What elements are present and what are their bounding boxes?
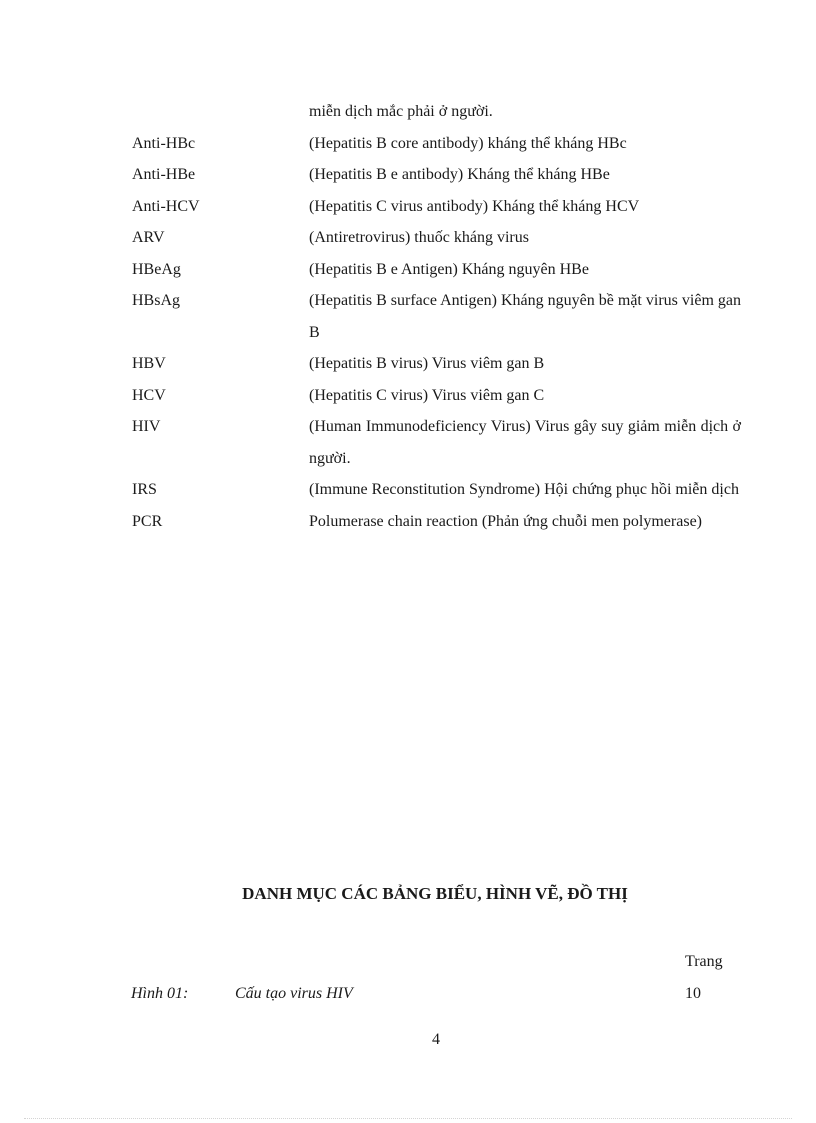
abbreviation-term: Anti-HCV bbox=[132, 197, 200, 215]
toc-heading: DANH MỤC CÁC BẢNG BIỂU, HÌNH VẼ, ĐỒ THỊ bbox=[242, 884, 628, 903]
abbreviation-term: HBeAg bbox=[132, 260, 181, 278]
abbreviation-definition: miễn dịch mắc phải ở người. bbox=[309, 103, 493, 120]
figure-title: Cấu tạo virus HIV bbox=[235, 985, 353, 1002]
abbreviation-definition: (Hepatitis B virus) Virus viêm gan B bbox=[309, 355, 545, 372]
abbreviation-row bbox=[0, 474, 816, 506]
abbreviation-definition: (Hepatitis C virus antibody) Kháng thể kháng HCV bbox=[309, 197, 640, 215]
abbreviation-definition: (Hepatitis B e Antigen) Kháng nguyên HBe bbox=[309, 260, 589, 278]
abbreviation-definition: (Human Immunodeficiency Virus) Virus gây suy giảm miễn dịch ở người. bbox=[309, 418, 741, 467]
abbreviation-definition: (Hepatitis B core antibody) kháng thể kháng HBc bbox=[309, 134, 627, 152]
abbreviation-term: HIV bbox=[132, 418, 161, 435]
abbreviation-term: HCV bbox=[132, 386, 166, 404]
abbreviation-row bbox=[0, 254, 816, 286]
abbreviation-term: HBV bbox=[132, 355, 166, 372]
abbreviation-term: ARV bbox=[132, 229, 165, 246]
abbreviation-row bbox=[0, 222, 816, 254]
abbreviation-term: Anti-HBc bbox=[132, 134, 196, 152]
abbreviation-row bbox=[0, 380, 816, 412]
figure-page-number: 10 bbox=[685, 985, 701, 1002]
abbreviation-row bbox=[0, 128, 816, 160]
abbreviation-term: IRS bbox=[132, 481, 157, 498]
abbreviation-term: Anti-HBe bbox=[132, 166, 196, 183]
abbreviation-row bbox=[0, 506, 816, 538]
abbreviation-row bbox=[0, 159, 816, 191]
abbreviation-definition: Polumerase chain reaction (Phản ứng chuỗi men polymerase) bbox=[309, 512, 702, 530]
abbreviation-row bbox=[0, 191, 816, 223]
abbreviation-list bbox=[0, 96, 816, 537]
abbreviation-definition: (Antiretrovirus) thuốc kháng virus bbox=[309, 229, 529, 246]
figure-label: Hình 01: bbox=[131, 985, 189, 1002]
abbreviation-row bbox=[0, 348, 816, 380]
abbreviation-definition: (Hepatitis C virus) Virus viêm gan C bbox=[309, 386, 545, 404]
abbreviation-definition: (Hepatitis B e antibody) Kháng thể kháng HBe bbox=[309, 166, 610, 183]
abbreviation-term: HBsAg bbox=[132, 292, 181, 309]
abbreviation-row bbox=[0, 96, 816, 128]
page-divider bbox=[24, 1118, 792, 1119]
abbreviation-definition: (Hepatitis B surface Antigen) Kháng nguyên bề mặt virus viêm gan B bbox=[309, 292, 741, 341]
page-number: 4 bbox=[432, 1031, 440, 1048]
abbreviation-definition: (Immune Reconstitution Syndrome) Hội chứng phục hồi miễn dịch bbox=[309, 481, 739, 498]
abbreviation-row bbox=[0, 411, 816, 474]
toc-page-column-label: Trang bbox=[685, 953, 723, 970]
abbreviation-row bbox=[0, 285, 816, 348]
abbreviation-term: PCR bbox=[132, 512, 163, 530]
